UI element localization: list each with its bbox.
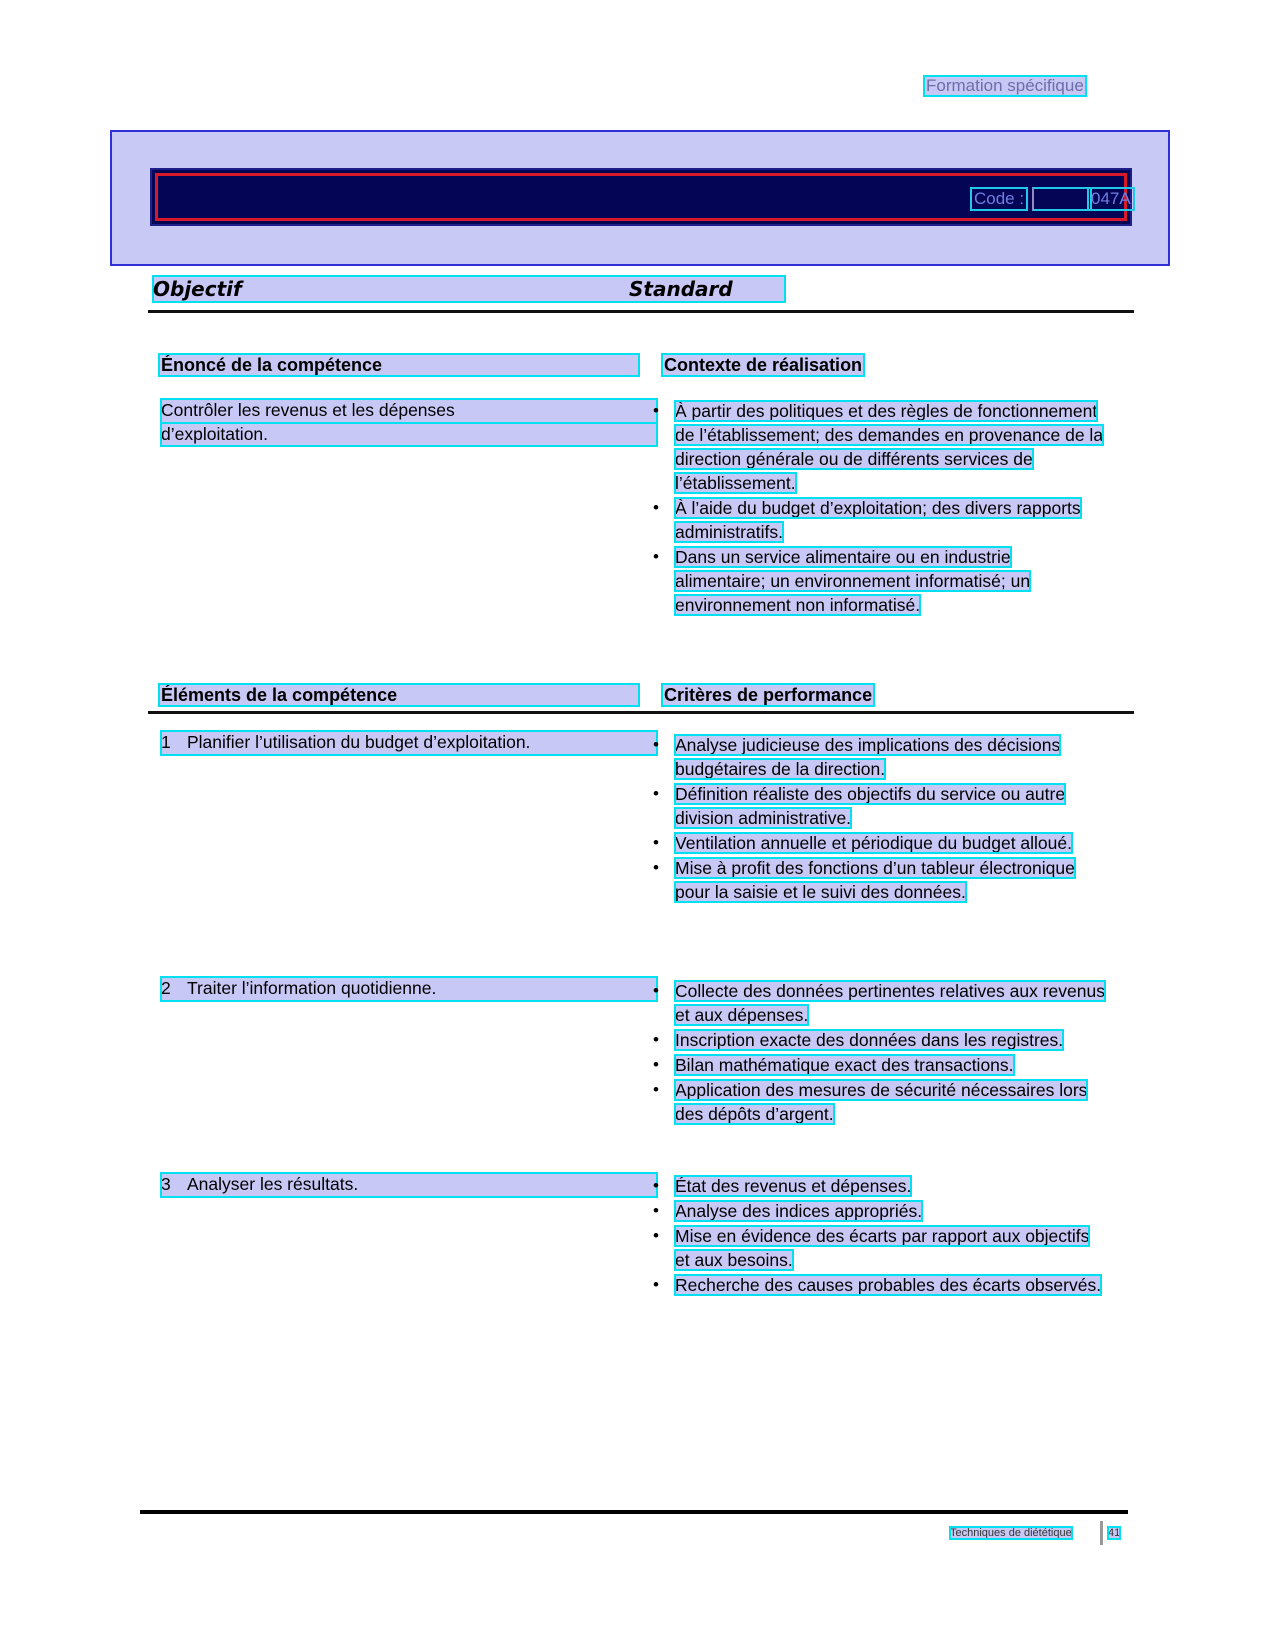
criteria-item: • Définition réaliste des objectifs du service ou autre division administrative.	[650, 782, 1105, 830]
title-band	[110, 130, 1170, 266]
element-number: 2	[161, 978, 171, 998]
criteria-list-1	[650, 733, 1105, 905]
context-item: • À l’aide du budget d’exploitation; des divers rapports administratifs.	[650, 496, 1105, 544]
context-item: • Dans un service alimentaire ou en industrie alimentaire; un environnement informatisé; un environnement non informatisé.	[650, 545, 1105, 617]
code-label: Code :	[970, 187, 1028, 211]
criteria-item: • Mise en évidence des écarts par rapport aux objectifs et aux besoins.	[650, 1224, 1105, 1272]
criteria-item: • Collecte des données pertinentes relatives aux revenus et aux dépenses.	[650, 979, 1120, 1027]
criteria-item: • Inscription exacte des données dans les registres.	[650, 1028, 1120, 1052]
heading-rule	[148, 310, 1134, 313]
element-text: Planifier l’utilisation du budget d’exploitation.	[187, 732, 531, 752]
competence-statement-line: d’exploitation.	[161, 423, 657, 447]
element-item-3	[161, 1173, 657, 1197]
criteria-item: • Mise à profit des fonctions d’un tableur électronique pour la saisie et le suivi des données.	[650, 856, 1105, 904]
elements-rule	[148, 711, 1134, 714]
element-text: Analyser les résultats.	[187, 1174, 359, 1194]
elements-heading: Éléments de la compétence	[159, 684, 639, 706]
criteria-item: • Analyse judicieuse des implications des décisions budgétaires de la direction.	[650, 733, 1105, 781]
code-separator	[1032, 187, 1092, 211]
element-item-2	[161, 977, 657, 1001]
competence-statement	[161, 399, 641, 446]
column-heading-objectif: Objectif	[153, 277, 242, 301]
contexte-heading: Contexte de réalisation	[664, 355, 863, 375]
context-item: • À partir des politiques et des règles de fonctionnement de l’établissement; des demandes en provenance de la direction générale ou de différents services de l’établissement.	[650, 399, 1105, 495]
page-number: 41	[1108, 1527, 1121, 1539]
column-heading-standard: Standard	[629, 277, 733, 301]
enonce-heading: Énoncé de la compétence	[159, 354, 639, 376]
criteria-item: • État des revenus et dépenses.	[650, 1174, 1105, 1198]
criteria-list-3	[650, 1174, 1105, 1298]
section-label: Formation spécifique	[926, 76, 1084, 95]
code-value: 047A	[1087, 187, 1135, 211]
element-number: 1	[161, 732, 171, 752]
footer-separator	[1100, 1521, 1103, 1545]
criteria-item: • Ventilation annuelle et périodique du budget alloué.	[650, 831, 1105, 855]
column-headings	[153, 276, 785, 302]
element-number: 3	[161, 1174, 171, 1194]
criteria-item: • Bilan mathématique exact des transactions.	[650, 1053, 1120, 1077]
context-list	[650, 399, 1105, 618]
criteria-item: • Recherche des causes probables des écarts observés.	[650, 1273, 1105, 1297]
title-bar	[150, 168, 1132, 226]
footer-text: Techniques de diététique	[950, 1527, 1072, 1539]
element-text: Traiter l’information quotidienne.	[187, 978, 437, 998]
footer-rule	[140, 1510, 1128, 1514]
element-item-1	[161, 731, 657, 755]
criteria-item: • Analyse des indices appropriés.	[650, 1199, 1105, 1223]
criteria-list-2	[650, 979, 1120, 1127]
criteres-heading: Critères de performance	[664, 685, 873, 705]
competence-statement-line: Contrôler les revenus et les dépenses	[161, 399, 657, 423]
criteria-item: • Application des mesures de sécurité nécessaires lors des dépôts d’argent.	[650, 1078, 1120, 1126]
